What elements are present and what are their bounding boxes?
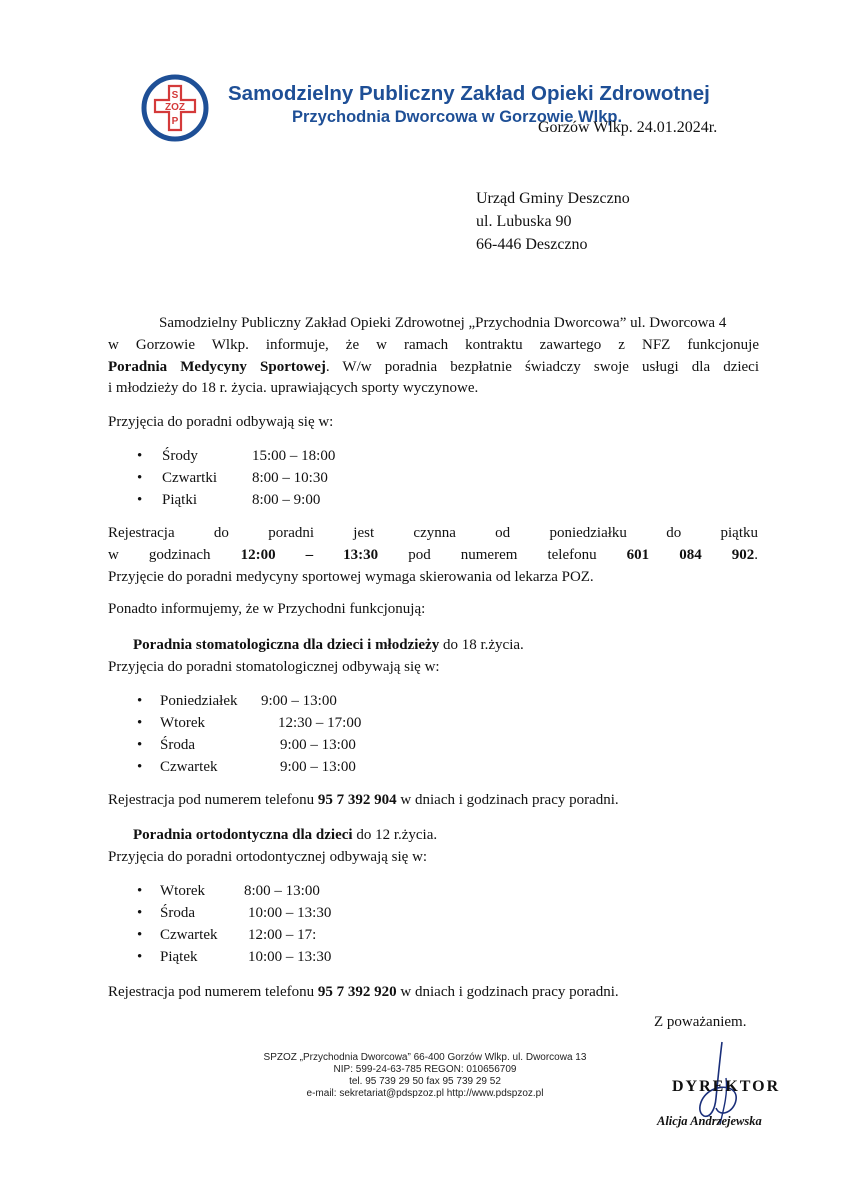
clinic-name: Przychodnia Dworcowa w Gorzowie Wlkp. bbox=[292, 108, 623, 126]
reg-time-to: 13:30 bbox=[343, 547, 379, 563]
sport-referral: Przyjęcie do poradni medycyny sportowej wymaga skierowania od lekarza POZ. bbox=[108, 569, 594, 585]
schedule-row bbox=[137, 902, 437, 924]
bullet-icon: • bbox=[137, 927, 143, 943]
schedule-hours: 15:00 – 18:00 bbox=[252, 448, 336, 464]
bullet-icon: • bbox=[137, 715, 143, 731]
bullet-icon: • bbox=[137, 905, 143, 921]
schedule-row bbox=[137, 712, 437, 734]
schedule-day: Piątek bbox=[160, 949, 198, 965]
ortho-title-bold: Poradnia ortodontyczna dla dzieci bbox=[133, 827, 353, 843]
recipient-line: Urząd Gminy Deszczno bbox=[476, 190, 630, 207]
logo-letter-bottom: P bbox=[171, 116, 179, 127]
spzoz-logo bbox=[141, 74, 209, 142]
bullet-icon: • bbox=[137, 737, 143, 753]
reg-time-from: 12:00 bbox=[240, 547, 276, 563]
intro-line-3 bbox=[108, 356, 759, 378]
ortho-intro: Przyjęcia do poradni ortodontycznej odbywają się w: bbox=[108, 849, 428, 865]
schedule-row bbox=[137, 467, 437, 489]
reg-text: w dniach i godzinach pracy poradni. bbox=[396, 984, 619, 1000]
sport-registration-line-2 bbox=[108, 544, 758, 566]
dental-phone: 95 7 392 904 bbox=[317, 792, 397, 808]
schedule-day: Poniedziałek bbox=[160, 693, 238, 709]
recipient-line: 66-446 Deszczno bbox=[476, 236, 588, 253]
intro-line-1: Samodzielny Publiczny Zakład Opieki Zdrowotnej „Przychodnia Dworcowa” ul. Dworcowa 4 bbox=[159, 315, 727, 331]
schedule-row bbox=[137, 756, 437, 778]
schedule-row bbox=[137, 734, 437, 756]
schedule-day: Piątki bbox=[162, 492, 198, 508]
footer-line: NIP: 599-24-63-785 REGON: 010656709 bbox=[333, 1064, 517, 1075]
schedule-row bbox=[137, 690, 437, 712]
sport-intro: Przyjęcia do poradni odbywają się w: bbox=[108, 414, 334, 430]
schedule-hours: 9:00 – 13:00 bbox=[280, 759, 356, 775]
bullet-icon: • bbox=[137, 883, 143, 899]
schedule-hours: 12:30 – 17:00 bbox=[278, 715, 362, 731]
ortho-title-rest: do 12 r.życia. bbox=[352, 827, 438, 843]
schedule-day: Czwartki bbox=[162, 470, 217, 486]
schedule-day: Czwartek bbox=[160, 759, 218, 775]
recipient-address bbox=[476, 187, 630, 256]
schedule-hours: 8:00 – 13:00 bbox=[244, 883, 320, 899]
schedule-hours: 9:00 – 13:00 bbox=[261, 693, 337, 709]
footer-contact bbox=[200, 1052, 650, 1100]
date-line: Gorzów Wlkp. 24.01.2024r. bbox=[538, 119, 718, 136]
reg-text: Rejestracja pod numerem telefonu bbox=[108, 984, 318, 1000]
schedule-day: Środa bbox=[160, 737, 195, 753]
schedule-hours: 10:00 – 13:30 bbox=[248, 905, 332, 921]
dental-registration bbox=[108, 789, 619, 811]
schedule-row bbox=[137, 880, 437, 902]
org-name: Samodzielny Publiczny Zakład Opieki Zdrowotnej bbox=[228, 82, 710, 105]
schedule-row bbox=[137, 445, 437, 467]
footer-line: e-mail: sekretariat@pdspzoz.pl http://www.pdspzoz.pl bbox=[306, 1088, 544, 1099]
ortho-registration bbox=[108, 981, 619, 1003]
intro-line-2: w Gorzowie Wlkp. informuje, że w ramach kontraktu zawartego z NFZ funkcjonuje bbox=[108, 337, 759, 353]
bullet-icon: • bbox=[137, 492, 143, 508]
schedule-row bbox=[137, 924, 437, 946]
schedule-row bbox=[137, 946, 437, 968]
schedule-day: Czwartek bbox=[160, 927, 218, 943]
dental-schedule bbox=[137, 690, 437, 778]
ortho-title bbox=[133, 824, 437, 846]
bullet-icon: • bbox=[137, 448, 143, 464]
logo-letter-top: S bbox=[171, 90, 179, 101]
reg-text: w dniach i godzinach pracy poradni. bbox=[396, 792, 619, 808]
also-info: Ponadto informujemy, że w Przychodni funkcjonują: bbox=[108, 601, 426, 617]
bullet-icon: • bbox=[137, 759, 143, 775]
dental-title-rest: do 18 r.życia. bbox=[439, 637, 524, 653]
sport-registration-line-1: Rejestracja do poradni jest czynna od poniedziałku do piątku bbox=[108, 525, 758, 541]
ortho-schedule bbox=[137, 880, 437, 968]
reg-text: pod numerem telefonu bbox=[408, 547, 597, 563]
intro-line-4: i młodzieży do 18 r. życia. uprawiających sporty wyczynowe. bbox=[108, 380, 479, 396]
footer-line: SPZOZ „Przychodnia Dworcowa” 66-400 Gorzów Wlkp. ul. Dworcowa 13 bbox=[263, 1052, 587, 1063]
schedule-row bbox=[137, 489, 437, 511]
closing-greeting: Z poważaniem. bbox=[654, 1014, 747, 1030]
schedule-hours: 10:00 – 13:30 bbox=[248, 949, 332, 965]
bullet-icon: • bbox=[137, 693, 143, 709]
reg-period: . bbox=[754, 547, 758, 563]
footer-line: tel. 95 739 29 50 fax 95 739 29 52 bbox=[349, 1076, 501, 1087]
schedule-hours: 8:00 – 10:30 bbox=[252, 470, 328, 486]
schedule-hours: 12:00 – 17: bbox=[248, 927, 317, 943]
schedule-day: Wtorek bbox=[160, 715, 205, 731]
schedule-day: Środa bbox=[160, 905, 195, 921]
schedule-day: Wtorek bbox=[160, 883, 205, 899]
signature-title: DYREKTOR bbox=[672, 1078, 781, 1095]
intro-line-3-rest: . W/w poradnia bezpłatnie świadczy swoje usługi dla dzieci bbox=[325, 359, 760, 375]
schedule-day: Środy bbox=[162, 448, 198, 464]
reg-text: Rejestracja pod numerem telefonu bbox=[108, 792, 318, 808]
ortho-phone: 95 7 392 920 bbox=[317, 984, 397, 1000]
signature-name: Alicja Andrzejewska bbox=[657, 1114, 762, 1128]
reg-dash: – bbox=[305, 547, 314, 563]
sport-schedule bbox=[137, 445, 437, 511]
dental-intro: Przyjęcia do poradni stomatologicznej odbywają się w: bbox=[108, 659, 440, 675]
schedule-hours: 8:00 – 9:00 bbox=[252, 492, 321, 508]
bullet-icon: • bbox=[137, 470, 143, 486]
schedule-hours: 9:00 – 13:00 bbox=[280, 737, 356, 753]
logo-letter-middle: ZOZ bbox=[165, 102, 185, 113]
sport-clinic-name: Poradnia Medycyny Sportowej bbox=[108, 359, 326, 375]
reg-text: w godzinach bbox=[108, 547, 211, 563]
recipient-line: ul. Lubuska 90 bbox=[476, 213, 572, 230]
reg-phone: 601 084 902 bbox=[626, 547, 755, 563]
bullet-icon: • bbox=[137, 949, 143, 965]
dental-title-bold: Poradnia stomatologiczna dla dzieci i młodzieży bbox=[133, 637, 440, 653]
dental-title bbox=[133, 634, 524, 656]
